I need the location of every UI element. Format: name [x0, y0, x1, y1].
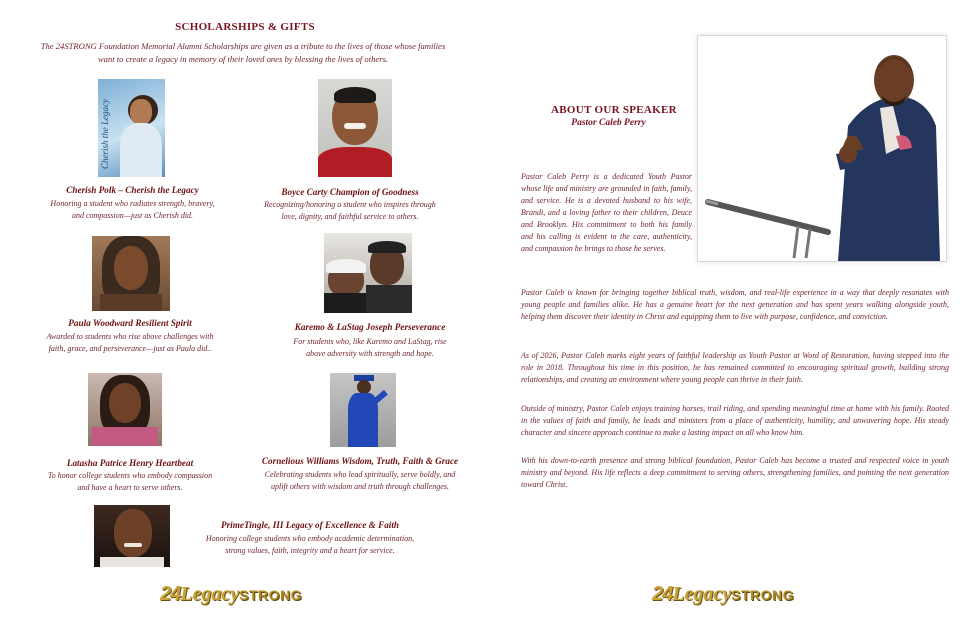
- scholarship-title: Karemo & LaStag Joseph Perseverance: [294, 322, 446, 332]
- speaker-illustration: [698, 36, 946, 261]
- primetingle-photo: [94, 505, 170, 567]
- scholarship-desc-line1: Recognizing/honoring a student who inspires through: [264, 200, 436, 209]
- speaker-paragraph-5: With his down-to-earth presence and strong biblical foundation, Pastor Caleb has become a trusted and respected voice in youth ministry and beyond. His life reflects a deep commitment to serving others, strengthening families, and pointing the next generation toward Christ.: [521, 456, 949, 489]
- logo-word: STRONG: [239, 587, 302, 603]
- scholarship-title: PrimeTingle, III Legacy of Excellence & Faith: [220, 520, 400, 530]
- legacy-strong-logo: [652, 583, 794, 606]
- speaker-photo: [698, 36, 946, 261]
- speaker-paragraph-2: Pastor Caleb is known for bringing together biblical truth, wisdom, and real-life experience in a way that deeply resonates with young people and families alike. He has a genuine heart for the next generation and has spent years walking alongside youth, helping them discover their identity in Christ and equipping them to live with purpose, confidence, and conviction.: [521, 288, 949, 321]
- speaker-paragraph-1: Pastor Caleb Perry is a dedicated Youth Pastor whose life and ministry are grounded in faith, family, and service. He is a devoted husband to his wife, Brandi, and a loving father to their children, Deuce and Brooklyn. His commitment to both his family and his calling is evident in the care, authenticity, and compassion he brings to those he serves.: [521, 172, 692, 253]
- scholarships-intro-line2: want to create a legacy in memory of their loved ones by blessing the lives of others.: [97, 54, 389, 64]
- scholarship-desc-line1: To honor college students who embody compassion: [47, 471, 213, 480]
- logo-number: 24: [652, 583, 673, 605]
- scholarship-desc-line2: and compassion—just as Cherish did.: [71, 211, 194, 220]
- scholarship-desc-line2: uplift others with wisdom and truth through challenges.: [271, 482, 449, 491]
- scholarship-desc-line1: Honoring college students who embody academic determination,: [205, 534, 415, 543]
- scholarship-title: Paula Woodward Resilient Spirit: [68, 318, 192, 328]
- boyce-photo: [318, 79, 392, 177]
- scholarship-title: Cornelious Williams Wisdom, Truth, Faith & Grace: [261, 456, 459, 466]
- cornelious-photo: [330, 373, 396, 447]
- legacy-strong-logo: [160, 583, 302, 606]
- scholarship-desc-line2: faith, grace, and perseverance—just as Paula did..: [48, 344, 212, 353]
- logo-script: Legacy: [672, 583, 732, 605]
- logo-word: STRONG: [731, 587, 794, 603]
- cherish-photo: [98, 79, 165, 177]
- scholarship-desc-line2: above adversity with strength and hope.: [306, 349, 434, 358]
- scholarships-heading: SCHOLARSHIPS & GIFTS: [175, 21, 315, 33]
- paula-photo: [92, 236, 170, 311]
- logo-number: 24: [160, 583, 181, 605]
- speaker-heading: ABOUT OUR SPEAKER: [551, 104, 677, 116]
- scholarship-desc-line1: Awarded to students who rise above challenges with: [46, 332, 214, 341]
- cherish-photo-text: Cherish the Legacy: [100, 99, 110, 169]
- scholarship-desc-line2: love, dignity, and faithful service to others.: [281, 212, 419, 221]
- speaker-name: Pastor Caleb Perry: [571, 118, 646, 128]
- scholarship-title: Boyce Carty Champion of Goodness: [281, 187, 419, 197]
- scholarship-desc-line1: Celebrating students who lead spiritually, serve boldly, and: [264, 470, 456, 479]
- speaker-paragraph-4: Outside of ministry, Pastor Caleb enjoys training horses, trail riding, and spending meaningful time at home with his family. Rooted in the values of faith and family, he leads and ministers from a place of authenticity, humility, and unwavering hope. His steady character and sincere approach continue to make a lasting impact on all who know him.: [521, 404, 949, 437]
- karemo-lastag-photo: [324, 233, 412, 313]
- speaker-paragraph-3: As of 2026, Pastor Caleb marks eight years of faithful leadership as Youth Pastor at Word of Restoration, having stepped into the role in 2018. Throughout his time in this position, he has remained committed to encouraging spiritual growth, building strong relationships, and creating an environment where young people can thrive in their faith.: [521, 351, 949, 384]
- latasha-photo: [88, 373, 162, 446]
- scholarship-title: Cherish Polk – Cherish the Legacy: [66, 185, 199, 195]
- logo-script: Legacy: [180, 583, 240, 605]
- scholarship-title: Latasha Patrice Henry Heartbeat: [66, 458, 194, 468]
- scholarships-intro-line1: The 24STRONG Foundation Memorial Alumni Scholarships are given as a tribute to the lives of those whose families: [40, 41, 446, 51]
- scholarship-desc-line2: and have a heart to serve others.: [77, 483, 183, 492]
- scholarship-desc-line1: Honoring a student who radiates strength, bravery,: [50, 199, 215, 208]
- scholarship-desc-line2: strong values, faith, integrity and a heart for service.: [225, 546, 395, 555]
- scholarship-desc-line1: For students who, like Karemo and LaStag, rise: [293, 337, 447, 346]
